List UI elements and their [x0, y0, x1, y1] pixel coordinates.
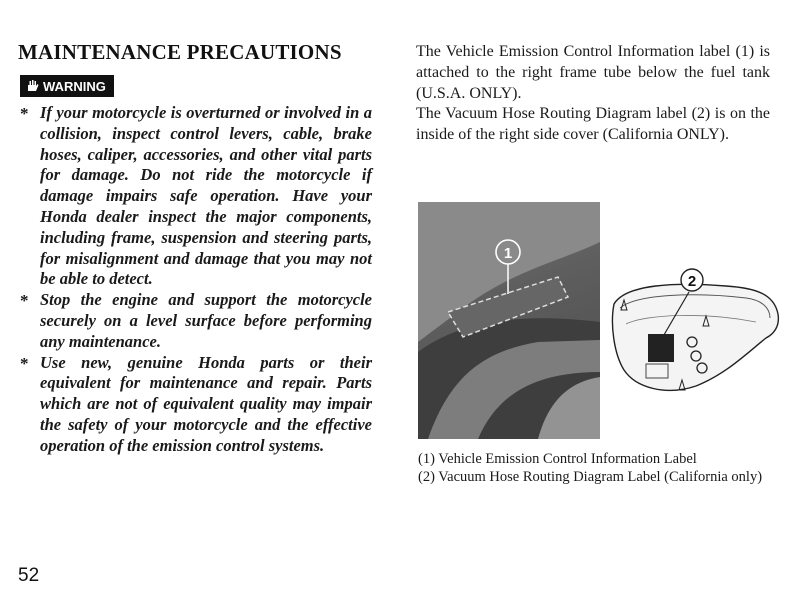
bullet-marker: * [20, 291, 29, 311]
bullet-item [18, 103, 378, 290]
bullet-text: Use new, genuine Honda parts or their equivalent for maintenance and repair. Parts which are not of equivalent quality may impair the safety of your motorcycle and the effective operation of the emission control systems. [40, 352, 372, 455]
bullet-marker: * [20, 104, 29, 123]
frame-tube-photo [418, 202, 600, 439]
warning-badge [20, 75, 114, 97]
warning-bullets [18, 103, 378, 457]
figure-captions [418, 450, 778, 486]
vacuum-hose-paragraph: The Vacuum Hose Routing Diagram label (2) is on the inside of the right side cover (California ONLY). [416, 105, 770, 144]
page-number: 52 [18, 565, 40, 586]
left-column [18, 40, 378, 457]
callout-2-label: 2 [687, 273, 697, 290]
emission-label-paragraph: The Vehicle Emission Control Information label (1) is attached to the right frame tube below the fuel tank (U.S.A. ONLY). [416, 43, 770, 102]
warning-label: WARNING [43, 78, 106, 94]
bullet-item [18, 353, 378, 457]
caption-1: (1) Vehicle Emission Control Information Label [418, 451, 697, 467]
bullet-text: Stop the engine and support the motorcycle securely on a level surface before performing any maintenance. [40, 290, 372, 351]
section-heading: MAINTENANCE PRECAUTIONS [18, 40, 342, 64]
bullet-item [18, 290, 378, 352]
caption-2: (2) Vacuum Hose Routing Diagram Label (California only) [418, 469, 763, 485]
warning-hand-icon [26, 79, 40, 93]
side-cover-diagram [606, 264, 782, 400]
bullet-text: If your motorcycle is overturned or involved in a collision, inspect control levers, cable, brake hoses, caliper, accessories, and other vital parts for damage. Do not ride the motorcycle if damage impairs safe operation. Have your Honda dealer inspect the major components, including frame, suspension and steering parts, for misalignment and damage that you may not be able to detect. [40, 103, 372, 289]
callout-1-label: 1 [503, 245, 513, 262]
right-column [416, 42, 770, 146]
bullet-marker: * [20, 353, 29, 373]
